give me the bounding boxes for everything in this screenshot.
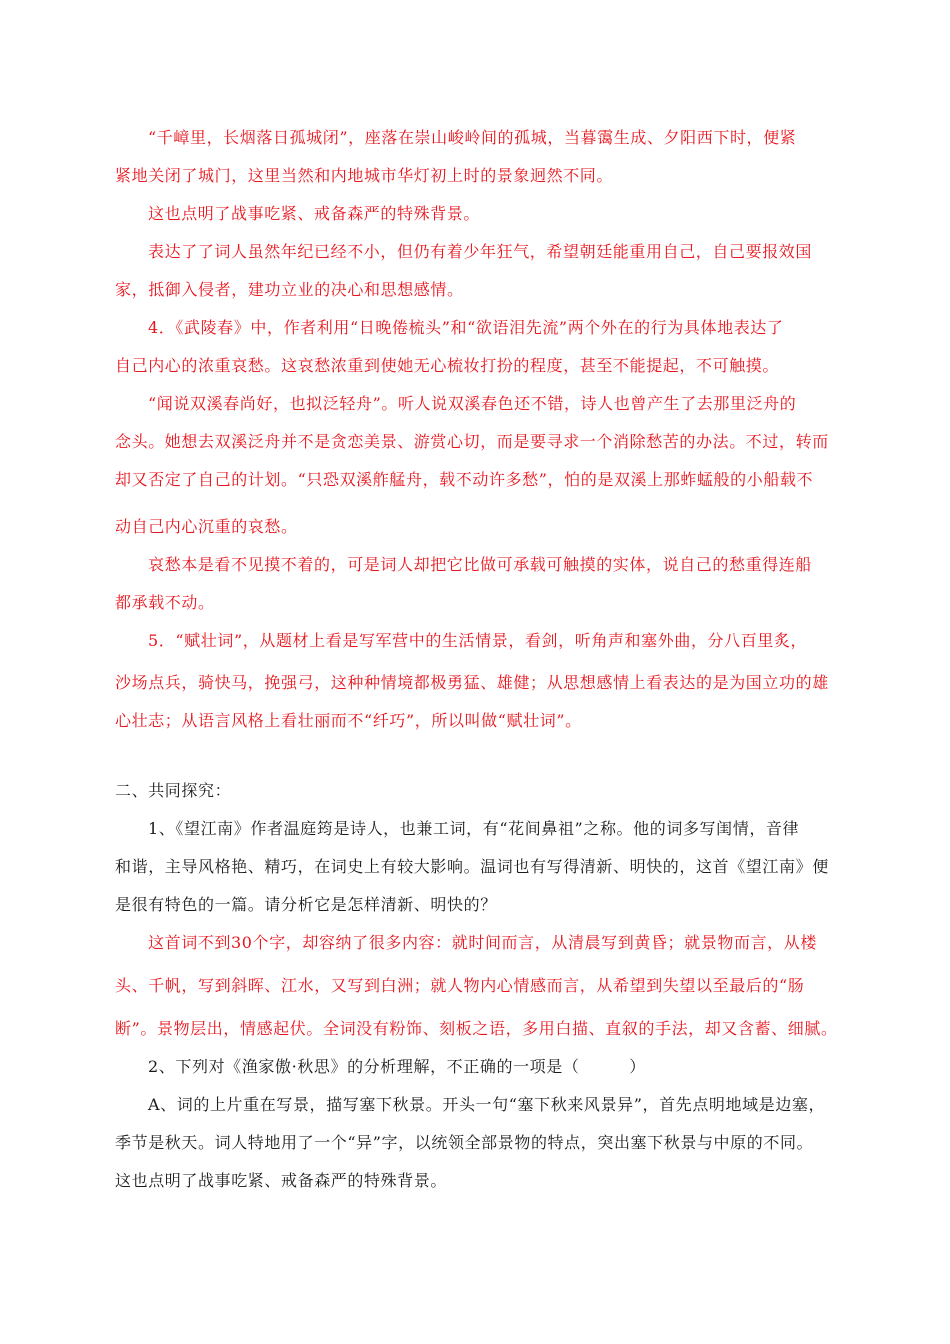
answer-line: 自己内心的浓重哀愁。这哀愁浓重到使她无心梳妆打扮的程度，甚至不能提起，不可触摸。: [115, 356, 780, 375]
option-line: 季节是秋天。词人特地用了一个“异”字，以统领全部景物的特点，突出塞下秋景与中原的不同。: [115, 1133, 814, 1152]
question-line: 1、《望江南》作者温庭筠是诗人，也兼工词，有“花间鼻祖”之称。他的词多写闺情，音律: [148, 819, 800, 838]
option-line: A、词的上片重在写景，描写塞下秋景。开头一句“塞下秋来风景异”，首先点明地域是边塞，: [148, 1095, 826, 1114]
answer-line: 沙场点兵，骑快马，挽强弓，这种种情境都极勇猛、雄健；从思想感情上看表达的是为国立功的雄: [115, 673, 829, 692]
section-heading: 二、共同探究：: [115, 781, 232, 800]
answer-line: 却又否定了自己的计划。“只恐双溪舴艋舟，载不动许多愁”，怕的是双溪上那蚱蜢般的小船载不: [115, 470, 814, 489]
answer-line: 头、千帆，写到斜晖、江水，又写到白洲；就人物内心情感而言，从希望到失望以至最后的“肠: [115, 976, 805, 995]
answer-line: 都承载不动。: [115, 593, 215, 612]
answer-line: 4．《武陵春》中，作者利用“日晚倦梳头”和“欲语泪先流”两个外在的行为具体地表达了: [148, 318, 784, 337]
answer-line: 表达了了词人虽然年纪已经不小，但仍有着少年狂气，希望朝廷能重用自己，自己要报效国: [148, 242, 813, 261]
option-line: 这也点明了战事吃紧、戒备森严的特殊背景。: [115, 1171, 448, 1190]
answer-line: 动自己内心沉重的哀愁。: [115, 517, 298, 536]
answer-line: 紧地关闭了城门，这里当然和内地城市华灯初上时的景象迥然不同。: [115, 166, 614, 185]
answer-line: 断”。景物层出，情感起伏。全词没有粉饰、刻板之语，多用白描、直叙的手法，却又含蓄、细腻。: [115, 1019, 838, 1038]
answer-line: 5．“赋壮词”，从题材上看是写军营中的生活情景，看剑，听角声和塞外曲，分八百里炙，: [148, 631, 808, 650]
answer-line: 心壮志；从语言风格上看壮丽而不“纤巧”，所以叫做“赋壮词”。: [115, 711, 582, 730]
question-line: 和谐，主导风格艳、精巧，在词史上有较大影响。温词也有写得清新、明快的，这首《望江南》便: [115, 857, 829, 876]
question-line: 是很有特色的一篇。请分析它是怎样清新、明快的？: [115, 895, 497, 914]
answer-line: 家，抵御入侵者，建功立业的决心和思想感情。: [115, 280, 464, 299]
answer-line: “闻说双溪春尚好，也拟泛轻舟”。听人说双溪春色还不错，诗人也曾产生了去那里泛舟的: [148, 394, 797, 413]
question-line: 2、下列对《渔家傲·秋思》的分析理解，不正确的一项是（ ）: [148, 1057, 646, 1076]
answer-line: “千嶂里，长烟落日孤城闭”，座落在崇山峻岭间的孤城，当暮霭生成、夕阳西下时，便紧: [148, 128, 797, 147]
answer-line: 念头。她想去双溪泛舟并不是贪恋美景、游赏心切，而是要寻求一个消除愁苦的办法。不过，转而: [115, 432, 829, 451]
answer-line: 这也点明了战事吃紧、戒备森严的特殊背景。: [148, 204, 481, 223]
answer-line: 哀愁本是看不见摸不着的，可是词人却把它比做可承载可触摸的实体，说自己的愁重得连船: [148, 555, 813, 574]
answer-line: 这首词不到30个字，却容纳了很多内容：就时间而言，从清晨写到黄昏；就景物而言，从楼: [148, 933, 817, 952]
